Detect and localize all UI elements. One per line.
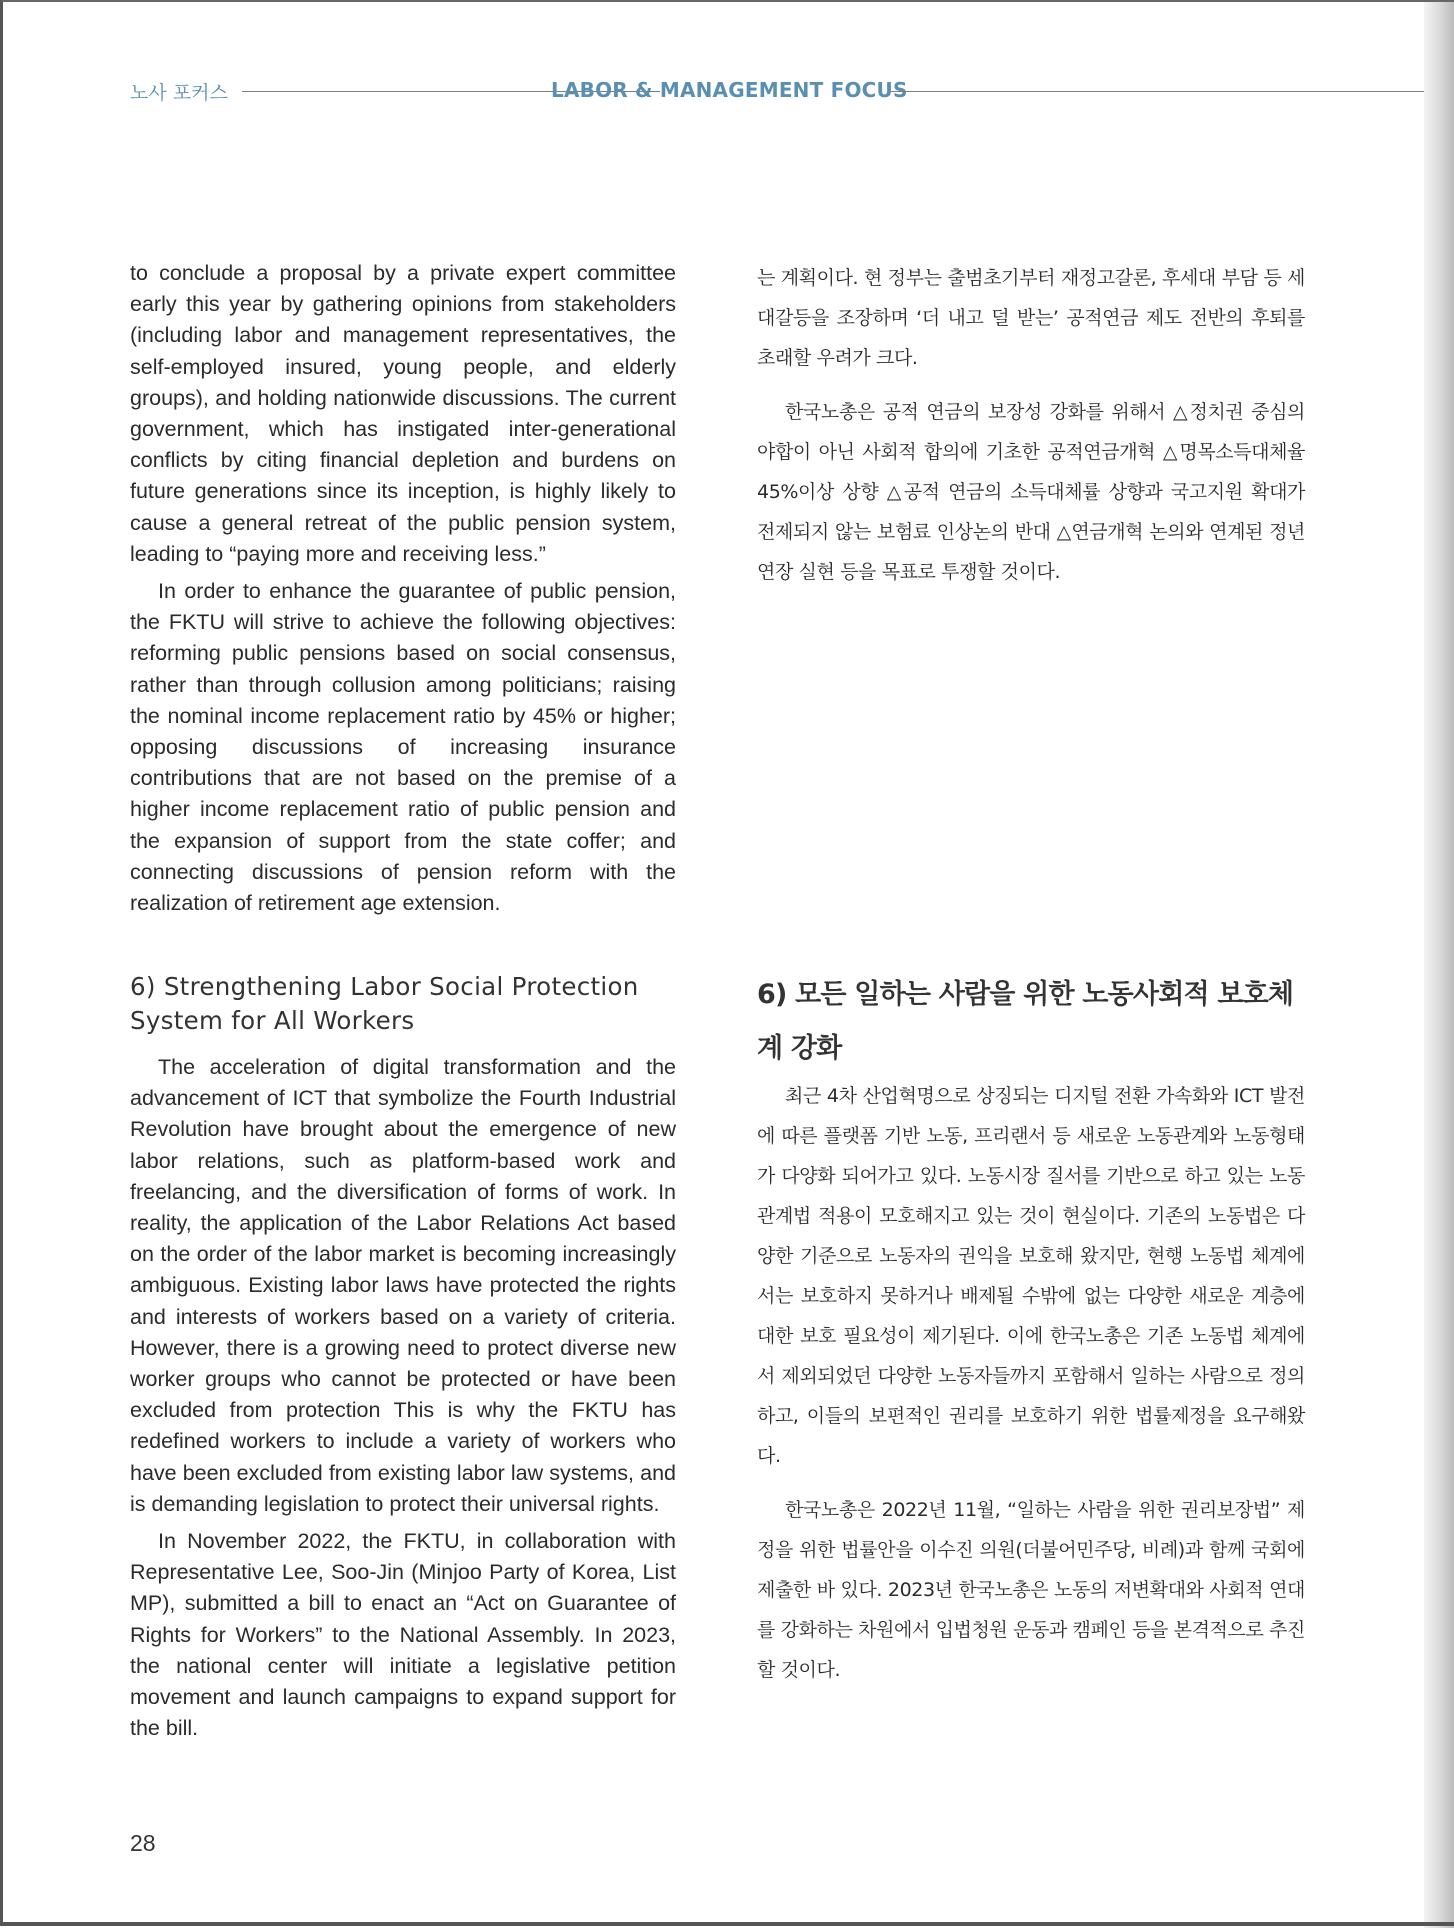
page-number: 28 [130, 1830, 156, 1856]
korean-intro-paragraph-1: 는 계획이다. 현 정부는 출범초기부터 재정고갈론, 후세대 부담 등 세대갈등을 조장하며 ‘더 내고 덜 받는’ 공적연금 제도 전반의 후퇴를 초래할 우려가 크다. [757, 267, 1305, 369]
page-bottom-border [3, 1922, 1454, 1926]
english-intro-paragraph-2: In order to enhance the guarantee of public pension, the FKTU will strive to achieve the following objectives: reforming public pensions based on social consensus, rather than through collusion among politicians; raising the nominal income replacement ratio by 45% or higher; opposing discussions of increasing insurance contributions that are not based on the premise of a higher income replacement ratio of public pension and the expansion of support from the state coffer; and connecting discussions of pension reform with the realization of retirement age extension. [130, 579, 676, 916]
korean-intro-column [757, 258, 1305, 592]
english-section-paragraph-1: The acceleration of digital transformation and the advancement of ICT that symbolize the Fourth Industrial Revolution have brought about the emergence of new labor relations, such as platform-based work and freelancing, and the diversification of forms of work. In reality, the application of the Labor Relations Act based on the order of the labor market is becoming increasingly ambiguous. Existing labor laws have protected the rights and interests of workers based on a variety of criteria. However, there is a growing need to protect diverse new worker groups who cannot be protected or have been excluded from protection This is why the FKTU has redefined workers to include a variety of workers who have been excluded from existing labor law systems, and is demanding legislation to protect their universal rights. [130, 1055, 676, 1516]
korean-intro-paragraph-2: 한국노총은 공적 연금의 보장성 강화를 위해서 △정치권 중심의 야합이 아닌 사회적 합의에 기초한 공적연금개혁 △명목소득대체율 45%이상 상향 △공적 연금의 소득대체률 상향과 국고지원 확대가 전제되지 않는 보험료 인상논의 반대 △연금개혁 논의와 연계된 정년연장 실현 등을 목표로 투쟁할 것이다. [757, 401, 1305, 583]
korean-section-heading: 6) 모든 일하는 사람을 위한 노동사회적 보호체계 강화 [757, 979, 1294, 1064]
page-edge-shadow [1424, 2, 1454, 1928]
english-section-heading: 6) Strengthening Labor Social Protection System for All Workers [130, 972, 639, 1035]
english-section-body [130, 1052, 676, 1744]
english-intro-paragraph-1: to conclude a proposal by a private expert committee early this year by gathering opinions from stakeholders (including labor and management representatives, the self-employed insured, young people, and elderly groups), and holding nationwide discussions. The current government, which has instigated inter-generational conflicts by citing financial depletion and burdens on future generations since its inception, is highly likely to cause a general retreat of the public pension system, leading to “paying more and receiving less.” [130, 261, 676, 566]
korean-section-body [757, 1076, 1305, 1690]
english-section-paragraph-2: In November 2022, the FKTU, in collaboration with Representative Lee, Soo-Jin (Minjoo Party of Korea, List MP), submitted a bill to enact an “Act on Guarantee of Rights for Workers” to the National Assembly. In 2023, the national center will initiate a legislative petition movement and launch campaigns to expand support for the bill. [130, 1529, 676, 1741]
korean-section-paragraph-2: 한국노총은 2022년 11월, “일하는 사람을 위한 권리보장법” 제정을 위한 법률안을 이수진 의원(더불어민주당, 비례)과 함께 국회에 제출한 바 있다. 2023년 한국노총은 노동의 저변확대와 사회적 연대를 강화하는 차원에서 입법청원 운동과 캠페인 등을 본격적으로 추진할 것이다. [757, 1499, 1305, 1681]
header-rule-right [891, 91, 1454, 92]
korean-section-paragraph-1: 최근 4차 산업혁명으로 상징되는 디지털 전환 가속화와 ICT 발전에 따른 플랫폼 기반 노동, 프리랜서 등 새로운 노동관계와 노동형태가 다양화 되어가고 있다. 노동시장 질서를 기반으로 하고 있는 노동관계법 적용이 모호해지고 있는 것이 현실이다. 기존의 노동법은 다양한 기준으로 노동자의 권익을 보호해 왔지만, 현행 노동법 체계에서는 보호하지 못하거나 배제될 수밖에 없는 다양한 새로운 계층에 대한 보호 필요성이 제기된다. 이에 한국노총은 기존 노동법 체계에서 제외되었던 다양한 노동자들까지 포함해서 일하는 사람으로 정의하고, 이들의 보편적인 권리를 보호하기 위한 법률제정을 요구해왔다. [757, 1085, 1305, 1467]
section-title-korean: 노사 포커스 [130, 82, 228, 104]
english-intro-column [130, 258, 676, 919]
section-title-english: LABOR & MANAGEMENT FOCUS [551, 78, 908, 102]
running-header [130, 78, 1454, 108]
